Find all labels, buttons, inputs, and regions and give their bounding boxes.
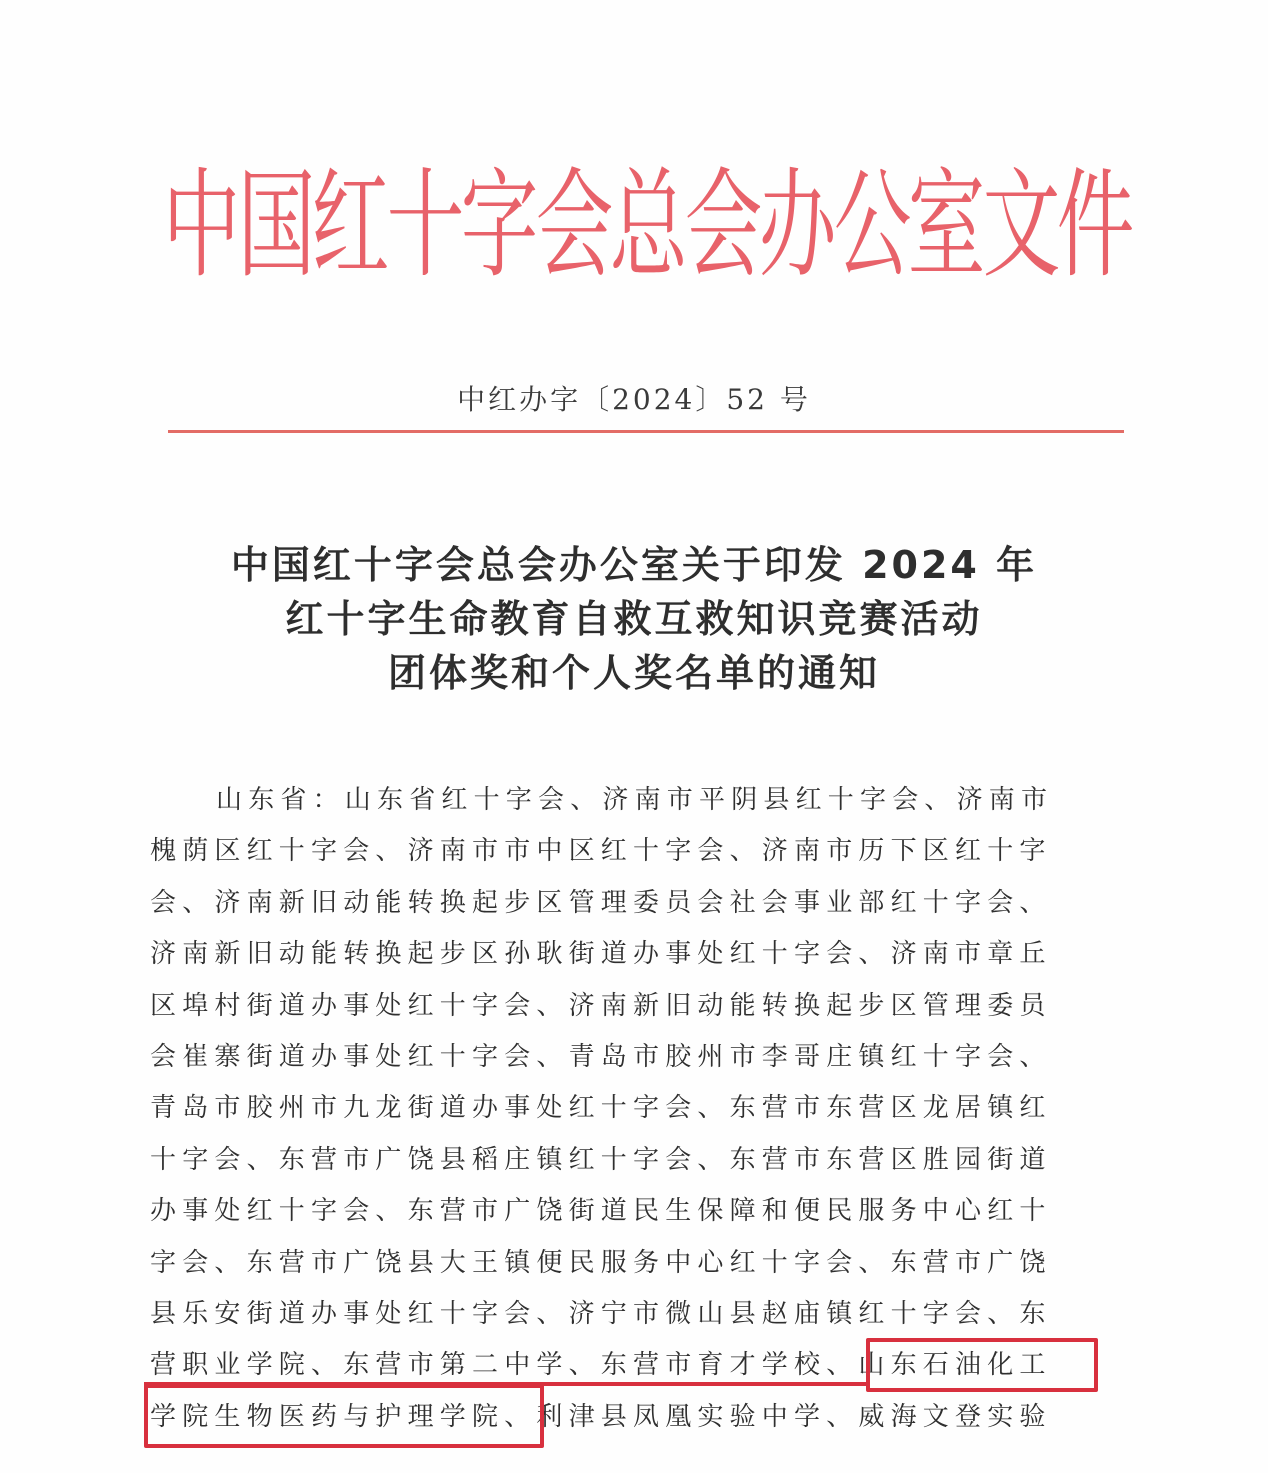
body-line: 会崔寨街道办事处红十字会、青岛市胶州市李哥庄镇红十字会、 [150, 1041, 1052, 1072]
body-line: 槐荫区红十字会、济南市市中区红十字会、济南市历下区红十字 [150, 836, 1052, 867]
masthead-char: 中 [162, 156, 241, 294]
body-line: 营职业学院、东营市第二中学、东营市育才学校、山东石油化工 [150, 1350, 1052, 1381]
body-line: 会、济南新旧动能转换起步区管理委员会社会事业部红十字会、 [150, 887, 1052, 918]
masthead-char: 字 [460, 156, 539, 294]
title-line-3: 团体奖和个人奖名单的通知 [387, 651, 880, 695]
red-divider-line [168, 430, 1124, 433]
masthead-char: 件 [1056, 156, 1135, 294]
body-line: 青岛市胶州市九龙街道办事处红十字会、东营市东营区龙居镇红 [150, 1093, 1052, 1124]
masthead-char: 文 [982, 156, 1060, 294]
masthead-char: 红 [311, 156, 390, 294]
body-line: 山东省：山东省红十字会、济南市平阴县红十字会、济南市 [216, 785, 1054, 815]
body-line: 区埠村街道办事处红十字会、济南新旧动能转换起步区管理委员 [150, 990, 1052, 1021]
title-line-1: 中国红十字会总会办公室关于印发 2024 年 [230, 543, 1038, 587]
highlight-box-connector [144, 1382, 870, 1386]
masthead-char: 国 [237, 156, 315, 294]
body-paragraph [150, 775, 1082, 1443]
masthead-char: 会 [684, 156, 762, 294]
body-line: 字会、东营市广饶县大王镇便民服务中心红十字会、东营市广饶 [150, 1247, 1052, 1278]
masthead-char: 室 [907, 156, 986, 294]
masthead-title [150, 150, 1135, 300]
body-line: 济南新旧动能转换起步区孙耿街道办事处红十字会、济南市章丘 [150, 939, 1052, 970]
document-title [0, 538, 1268, 700]
body-line: 学院生物医药与护理学院、利津县凤凰实验中学、威海文登实验 [150, 1401, 1052, 1432]
body-line: 办事处红十字会、东营市广饶街道民生保障和便民服务中心红十 [150, 1196, 1052, 1227]
masthead-char: 十 [386, 156, 464, 294]
body-line: 十字会、东营市广饶县稻庄镇红十字会、东营市东营区胜园街道 [150, 1144, 1052, 1175]
masthead-char: 总 [609, 156, 688, 294]
masthead-char: 公 [833, 156, 911, 294]
masthead-char: 办 [758, 156, 837, 294]
title-line-2: 红十字生命教育自救互救知识竞赛活动 [285, 597, 983, 641]
masthead-char: 会 [535, 156, 613, 294]
body-line: 县乐安街道办事处红十字会、济宁市微山县赵庙镇红十字会、东 [150, 1298, 1052, 1329]
document-number: 中红办字〔2024〕52 号 [457, 383, 811, 416]
